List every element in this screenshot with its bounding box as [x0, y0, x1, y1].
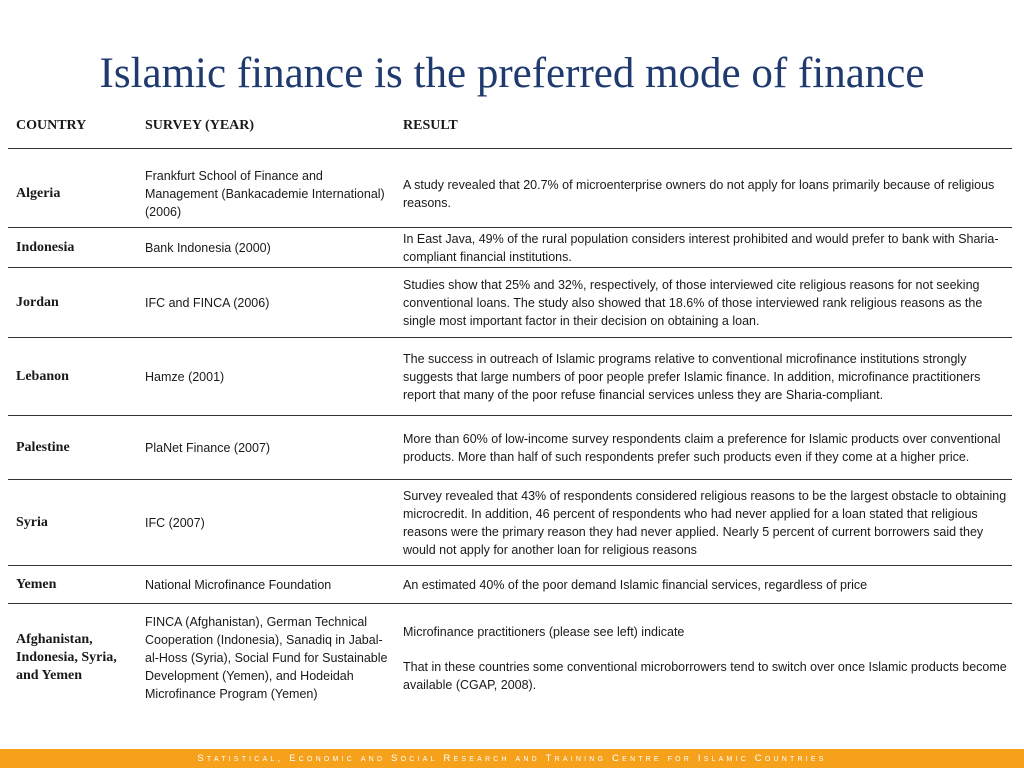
country-name: Lebanon — [16, 368, 69, 384]
result-cell — [403, 416, 1011, 479]
survey-cell — [145, 228, 395, 267]
table-body — [8, 160, 1012, 712]
table-row — [8, 604, 1012, 712]
country-cell — [16, 416, 141, 479]
result-cell — [403, 160, 1011, 227]
table-row — [8, 566, 1012, 604]
country-cell — [16, 604, 141, 712]
column-header-result: RESULT — [403, 118, 458, 133]
survey-cell — [145, 566, 395, 603]
country-cell — [16, 480, 141, 565]
result-text-continued: That in these countries some conventional microborrowers tend to switch over once Islamic products become available (CGAP, 2008). — [403, 659, 1007, 692]
result-cell — [403, 228, 1011, 267]
survey-text: Frankfurt School of Finance and Management (Bankacademie International) (2006) — [145, 168, 385, 219]
result-text: Studies show that 25% and 32%, respectively, of those interviewed cite religious reasons for not seeking conventional loans. The study also showed that 18.6% of those interviewed rank religious reasons as the single most important factor in their decision on obtaining a loan. — [403, 277, 983, 328]
table-row — [8, 160, 1012, 228]
result-text: A study revealed that 20.7% of microenterprise owners do not apply for loans primarily because of religious reasons. — [403, 177, 995, 210]
result-cell — [403, 268, 1011, 337]
survey-text: PlaNet Finance (2007) — [145, 440, 271, 455]
survey-text: Hamze (2001) — [145, 369, 225, 384]
result-text-block — [403, 623, 1011, 694]
column-header-country: COUNTRY — [16, 118, 87, 133]
survey-cell — [145, 338, 395, 415]
country-cell — [16, 160, 141, 227]
country-name: Yemen — [16, 576, 57, 592]
survey-text: National Microfinance Foundation — [145, 577, 332, 592]
country-name: Algeria — [16, 185, 61, 201]
result-cell — [403, 338, 1011, 415]
survey-text: IFC (2007) — [145, 515, 205, 530]
country-name: Palestine — [16, 439, 70, 455]
footer-organization: Statistical, Economic and Social Research and Training Centre for Islamic Countries — [197, 753, 827, 764]
country-cell — [16, 338, 141, 415]
result-cell — [403, 480, 1011, 565]
country-cell — [16, 228, 141, 267]
result-cell — [403, 566, 1011, 603]
country-cell — [16, 268, 141, 337]
result-text: Microfinance practitioners (please see left) indicate — [403, 624, 685, 639]
survey-text: FINCA (Afghanistan), German Technical Cooperation (Indonesia), Sanadiq in Jabal-al-Hoss (Syria), Social Fund for Sustainable Development (Yemen), and Hodeidah Microfinance Program (Yemen) — [145, 615, 388, 701]
country-name: Afghanistan, Indonesia, Syria, and Yemen — [16, 632, 117, 683]
page-title: Islamic finance is the preferred mode of finance — [99, 50, 925, 97]
country-name: Syria — [16, 514, 48, 530]
table-row — [8, 228, 1012, 268]
result-text: In East Java, 49% of the rural population considers interest prohibited and would prefer to bank with Sharia-compliant financial institutions. — [403, 231, 999, 264]
survey-cell — [145, 160, 395, 227]
table-row — [8, 338, 1012, 416]
survey-cell — [145, 416, 395, 479]
country-name: Indonesia — [16, 239, 75, 255]
country-cell — [16, 566, 141, 603]
result-cell — [403, 604, 1011, 712]
table-header — [8, 110, 1012, 149]
survey-text: Bank Indonesia (2000) — [145, 240, 271, 255]
footer-bar — [0, 749, 1024, 768]
table-row — [8, 268, 1012, 338]
table-row — [8, 416, 1012, 480]
survey-cell — [145, 268, 395, 337]
table-row — [8, 480, 1012, 566]
result-text: An estimated 40% of the poor demand Islamic financial services, regardless of price — [403, 577, 868, 592]
survey-text: IFC and FINCA (2006) — [145, 295, 270, 310]
country-name: Jordan — [16, 294, 59, 310]
survey-cell — [145, 480, 395, 565]
column-header-survey: SURVEY (YEAR) — [145, 118, 255, 133]
result-text: Survey revealed that 43% of respondents considered religious reasons to be the largest obstacle to obtaining microcredit. In addition, 46 percent of respondents who had never applied for a loan stated that religious reasons were the primary reason they had never applied. Nearly 5 percent of current borrowers said they would not apply for another loan for religious reasons — [403, 488, 1007, 557]
result-text: More than 60% of low-income survey respondents claim a preference for Islamic products over conventional products. More than half of such respondents prefer such products even if they come at a higher price. — [403, 431, 1001, 464]
survey-cell — [145, 604, 395, 712]
result-text: The success in outreach of Islamic programs relative to conventional microfinance institutions strongly suggests that large numbers of poor people prefer Islamic finance. In addition, microfinance practitioners report that many of the poor refuse financial services unless they are Sharia-compliant. — [403, 351, 981, 402]
